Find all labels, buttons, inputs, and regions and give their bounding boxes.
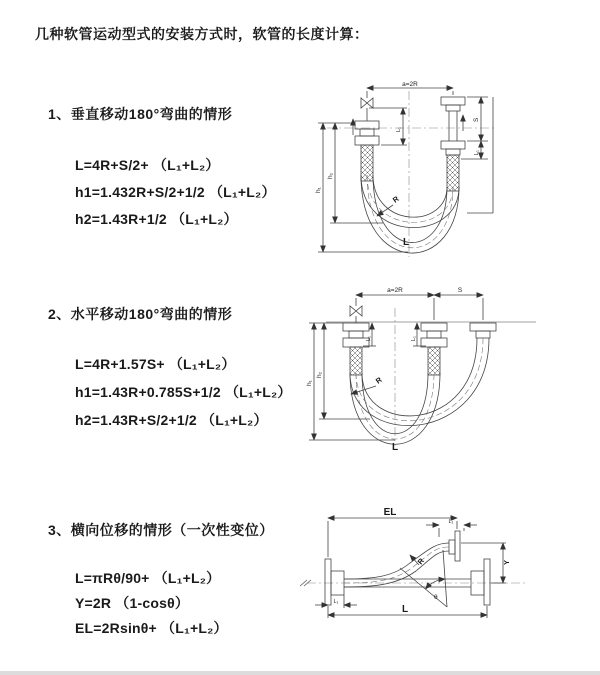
dim-label-a2r: a=2R bbox=[402, 81, 418, 88]
formula-h2: h2=1.43R+S/2+1/2 （L₁+L₂） bbox=[75, 412, 268, 428]
diagram-lateral-displacement bbox=[295, 495, 600, 655]
dim-label-y: Y bbox=[502, 559, 511, 565]
dimension-s bbox=[434, 295, 483, 320]
radius-label: R bbox=[373, 375, 384, 386]
formula-L: L=4R+S/2+ （L₁+L₂） bbox=[75, 157, 220, 173]
dim-label-h2: h₂ bbox=[316, 371, 323, 378]
dimension-l1-left bbox=[363, 323, 376, 346]
dimension-h2 bbox=[330, 123, 383, 223]
dim-label-l1-left: L₁ bbox=[396, 127, 402, 132]
movement-arrow-icons bbox=[353, 115, 463, 135]
right-fitting bbox=[441, 97, 465, 191]
dim-label-s: S bbox=[473, 117, 480, 122]
section-3-heading: 3、横向位移的情形（一次性变位） bbox=[48, 522, 274, 538]
dimension-h1 bbox=[318, 123, 408, 252]
dimension-l1-mid bbox=[413, 323, 426, 346]
dim-label-l1-top: L₁ bbox=[448, 519, 454, 525]
dim-label-h1: h₁ bbox=[315, 187, 322, 193]
left-fitting bbox=[343, 323, 369, 375]
middle-fitting bbox=[421, 323, 447, 375]
section-1 bbox=[48, 104, 276, 227]
hose-displaced-position bbox=[344, 543, 449, 587]
diagram-vertical-180-bend bbox=[305, 75, 600, 260]
section-3 bbox=[48, 520, 274, 636]
scan-edge bbox=[0, 671, 600, 675]
dimension-l1-top bbox=[426, 525, 477, 537]
dim-label-l: L bbox=[401, 604, 409, 615]
page-title: 几种软管运动型式的安装方式时，软管的长度计算： bbox=[35, 26, 369, 42]
dim-label-a2r: a=2R bbox=[387, 287, 403, 294]
section-2-heading: 2、水平移动180°弯曲的情形 bbox=[48, 306, 233, 322]
formula-h2: h2=1.43R+1/2 （L₁+L₂） bbox=[75, 211, 238, 227]
dim-label-l1-right: L₁ bbox=[474, 150, 480, 155]
formula-h1: h1=1.43R+0.785S+1/2 （L₁+L₂） bbox=[75, 384, 292, 400]
hose-shifted-position bbox=[350, 338, 489, 426]
dim-label-l1-left: L₁ bbox=[366, 336, 372, 341]
radius-label: R bbox=[390, 194, 401, 205]
valve-icon bbox=[350, 306, 362, 323]
dim-label-el: EL bbox=[383, 507, 397, 518]
formula-EL: EL=2Rsinθ+ （L₁+L₂） bbox=[75, 620, 228, 636]
dimension-l1-left bbox=[369, 108, 407, 145]
valve-icon bbox=[361, 98, 373, 121]
angle-label: θ bbox=[434, 594, 438, 601]
dim-label-h2: h₂ bbox=[327, 172, 334, 179]
dimension-a2r bbox=[367, 88, 453, 98]
formula-Y: Y=2R （1-cosθ） bbox=[75, 595, 190, 611]
formula-h1: h1=1.432R+S/2+1/2 （L₁+L₂） bbox=[75, 184, 276, 200]
dim-label-s: S bbox=[457, 287, 463, 294]
dim-label-l1-mid: L₁ bbox=[411, 336, 417, 341]
dimension-y bbox=[461, 543, 506, 583]
dim-label-h1: h₁ bbox=[306, 380, 313, 386]
left-fitting bbox=[355, 121, 379, 181]
length-label: L bbox=[391, 442, 399, 453]
dim-label-l1-bottom: L₁ bbox=[333, 599, 339, 605]
dimension-el bbox=[328, 518, 457, 557]
diagram-horizontal-180-bend bbox=[300, 278, 600, 453]
top-flange bbox=[449, 531, 460, 561]
right-fitting bbox=[470, 323, 496, 338]
radius-label: R bbox=[415, 556, 427, 567]
formula-L: L=4R+1.57S+ （L₁+L₂） bbox=[75, 356, 236, 372]
right-flange bbox=[471, 559, 490, 605]
section-2 bbox=[48, 304, 292, 428]
length-label: L bbox=[402, 237, 410, 248]
hose-deep-position bbox=[361, 175, 459, 253]
formula-L: L=πRθ/90+ （L₁+L₂） bbox=[75, 570, 221, 586]
section-1-heading: 1、垂直移动180°弯曲的情形 bbox=[48, 106, 233, 122]
